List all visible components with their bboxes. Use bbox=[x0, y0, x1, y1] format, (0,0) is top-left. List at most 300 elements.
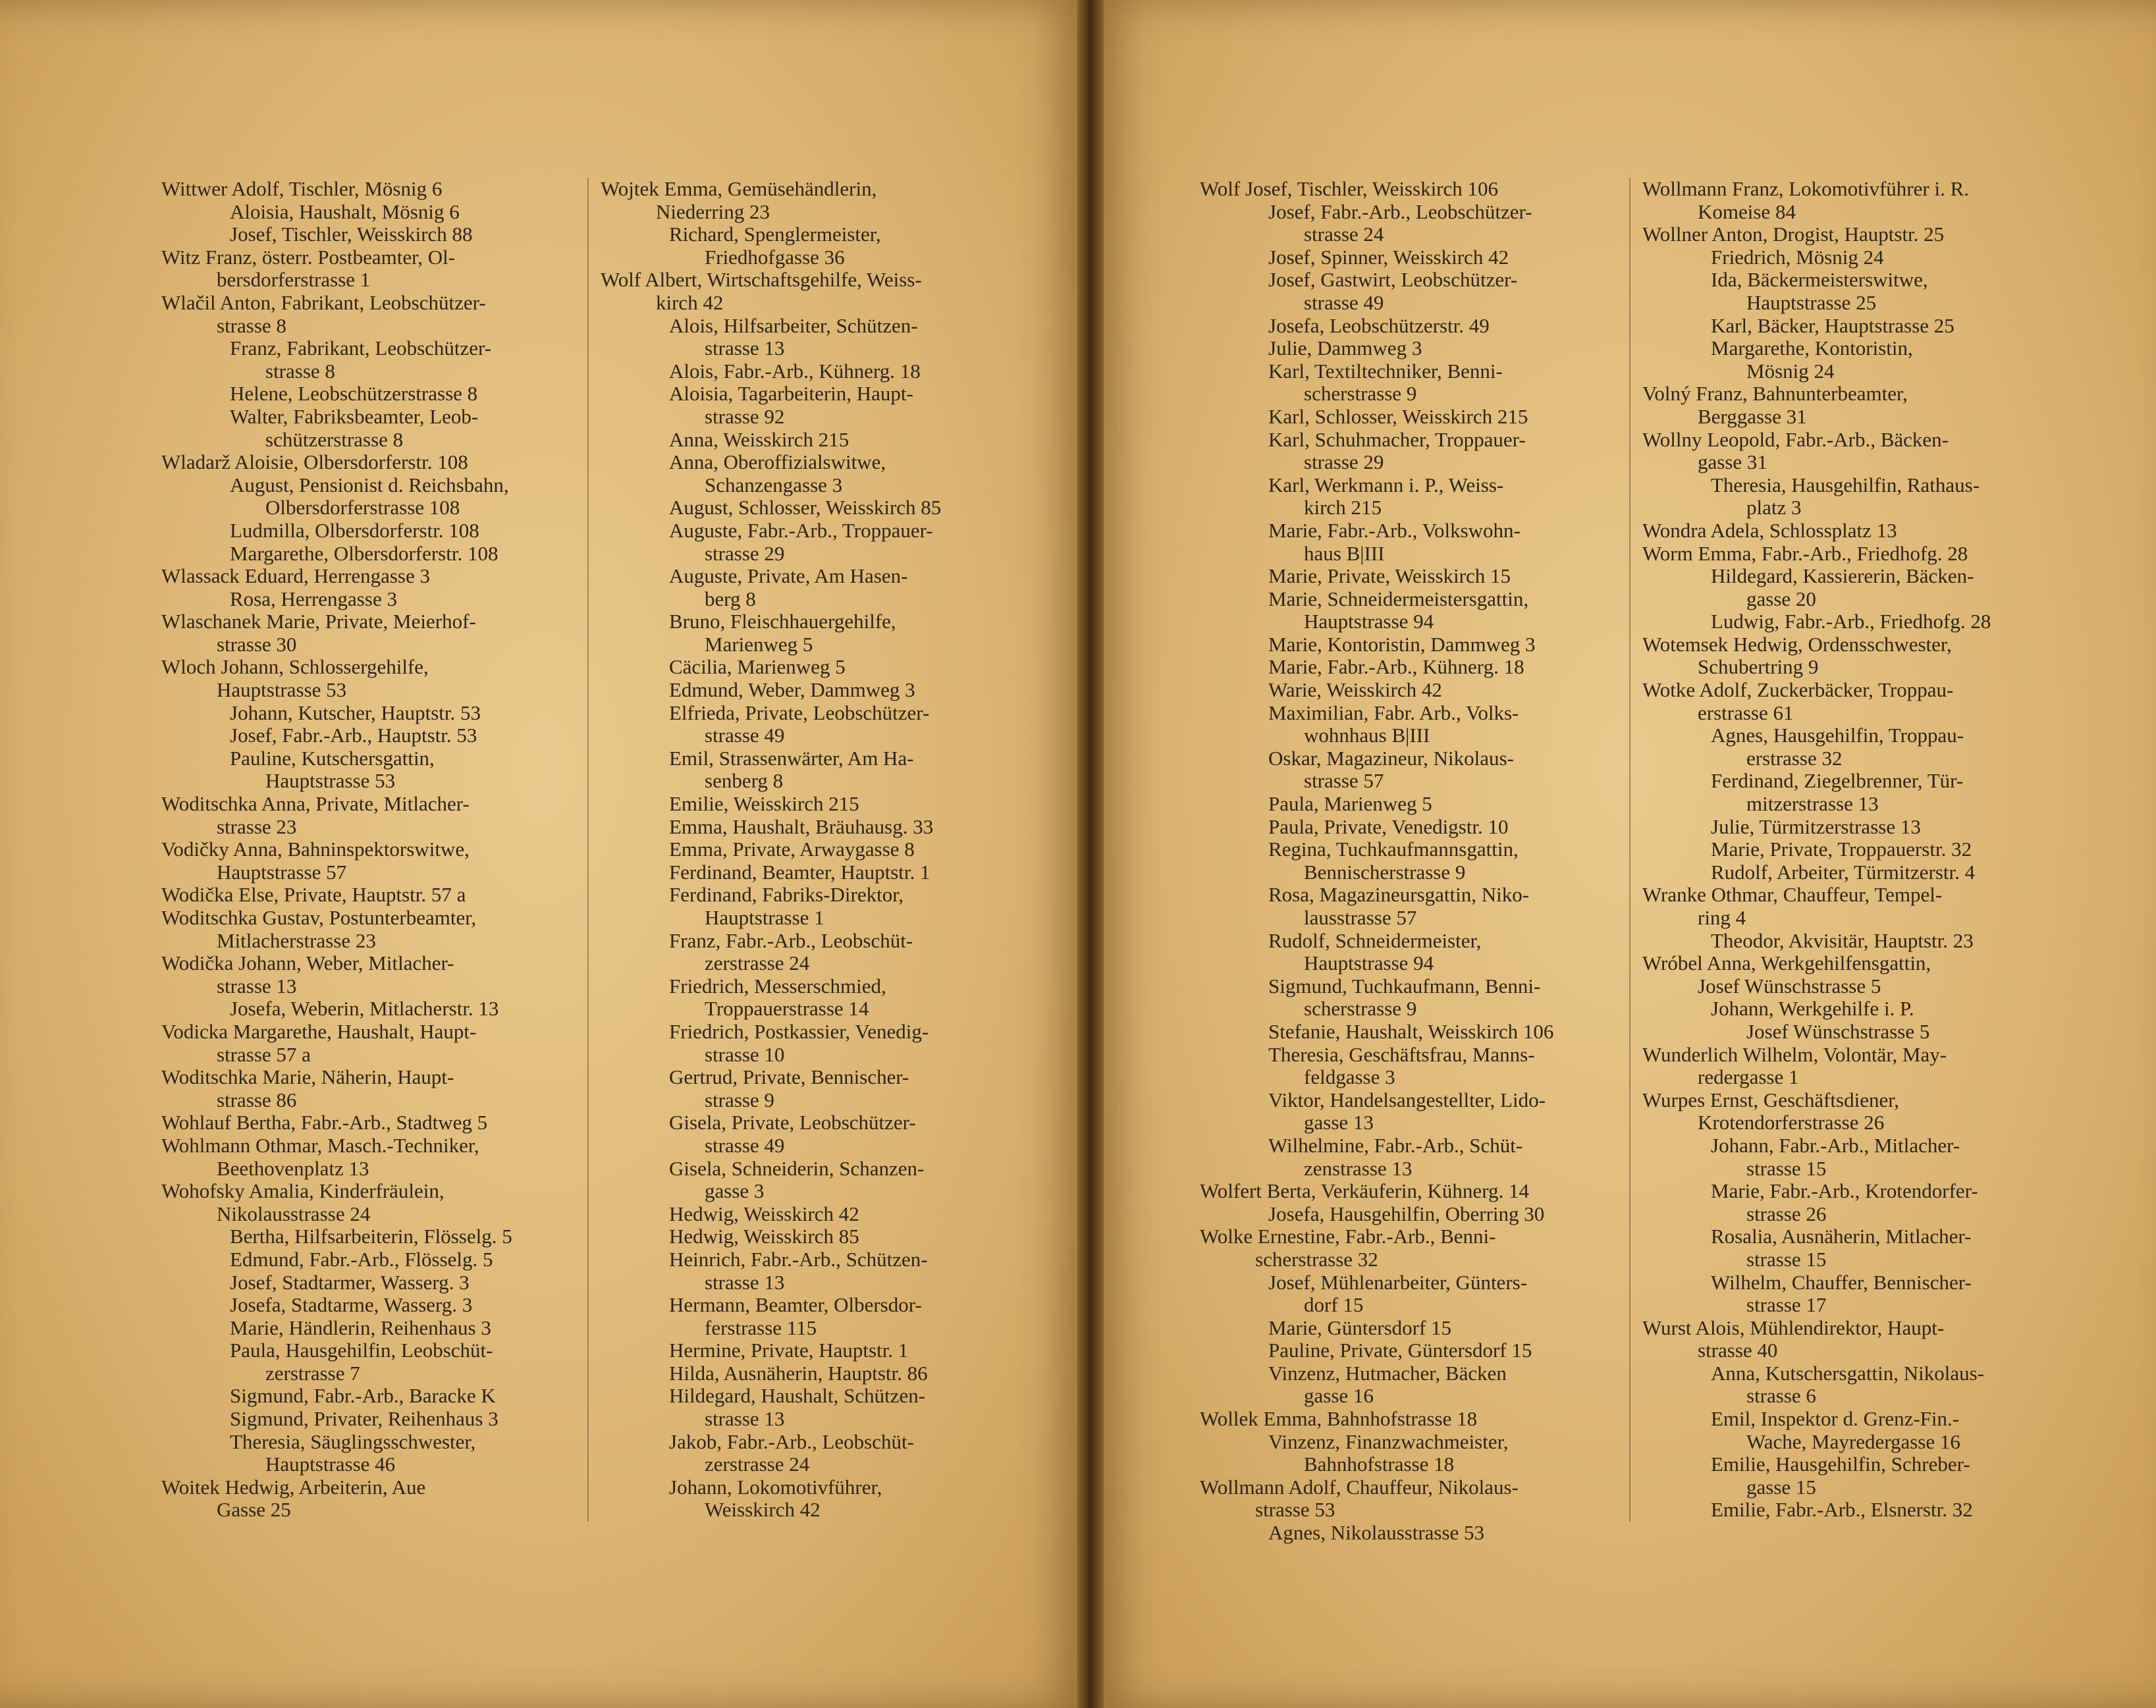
entry-line: Komeise 84 bbox=[1698, 200, 1796, 223]
entry-line: Wotke Adolf, Zuckerbäcker, Troppau- bbox=[1642, 678, 1954, 702]
entry-line: Wojtek Emma, Gemüsehändlerin, bbox=[601, 177, 877, 200]
entry-line: strasse 57 a bbox=[217, 1042, 311, 1066]
entry-line: Hermann, Beamter, Olbersdor- bbox=[669, 1293, 922, 1317]
directory-entry bbox=[161, 178, 622, 201]
entry-line: Schanzengasse 3 bbox=[705, 473, 843, 496]
entry-line: Wróbel Anna, Werkgehilfensgattin, bbox=[1642, 951, 1931, 975]
entry-line: berg 8 bbox=[705, 587, 756, 610]
entry-line: Hermine, Private, Hauptstr. 1 bbox=[669, 1339, 909, 1362]
directory-entry bbox=[1200, 975, 1661, 1021]
entry-line: Marie, Kontoristin, Dammweg 3 bbox=[1268, 632, 1536, 656]
entry-line: Franz, Fabr.-Arb., Leobschüt- bbox=[669, 928, 913, 952]
entry-line: Bertha, Hilfsarbeiterin, Flösselg. 5 bbox=[230, 1225, 512, 1248]
entry-line: Anna, Kutschersgattin, Nikolaus- bbox=[1711, 1361, 1984, 1385]
entry-line: Gisela, Schneiderin, Schanzen- bbox=[669, 1156, 925, 1180]
directory-entry bbox=[1200, 588, 1661, 633]
directory-entry bbox=[161, 588, 622, 611]
directory-entry bbox=[1200, 360, 1661, 406]
entry-line: Josefa, Stadtarme, Wasserg. 3 bbox=[230, 1293, 473, 1317]
directory-entry bbox=[601, 1203, 1062, 1226]
directory-entry bbox=[1200, 565, 1661, 588]
directory-entry bbox=[601, 178, 1062, 223]
directory-entry bbox=[601, 223, 1062, 269]
entry-line: Oskar, Magazineur, Nikolaus- bbox=[1268, 746, 1514, 770]
entry-line: Edmund, Weber, Dammweg 3 bbox=[669, 678, 915, 702]
directory-entry bbox=[601, 1066, 1062, 1111]
directory-entry bbox=[1642, 1271, 2103, 1317]
directory-entry bbox=[601, 1225, 1062, 1248]
entry-line: strasse 8 bbox=[265, 359, 335, 383]
directory-entry bbox=[161, 1271, 622, 1294]
entry-line: strasse 23 bbox=[217, 814, 297, 838]
entry-line: Walter, Fabriksbeamter, Leob- bbox=[230, 404, 479, 428]
entry-line: strasse 13 bbox=[217, 974, 297, 998]
entry-line: Wohofsky Amalia, Kinderfräulein, bbox=[161, 1179, 445, 1203]
directory-entry bbox=[601, 1248, 1062, 1294]
directory-entry bbox=[1200, 337, 1661, 360]
entry-line: Rudolf, Schneidermeister, bbox=[1268, 928, 1482, 952]
directory-entry bbox=[161, 1431, 622, 1476]
entry-line: Wurst Alois, Mühlendirektor, Haupt- bbox=[1642, 1316, 1945, 1339]
entry-line: Josef, Fabr.-Arb., Hauptstr. 53 bbox=[230, 724, 477, 747]
entry-line: Alois, Hilfsarbeiter, Schützen- bbox=[669, 313, 918, 337]
directory-entry bbox=[1200, 1021, 1661, 1044]
entry-line: Marie, Güntersdorf 15 bbox=[1268, 1316, 1452, 1339]
entry-line: Hauptstrasse 53 bbox=[217, 678, 347, 702]
entry-line: Wache, Mayredergasse 16 bbox=[1746, 1429, 1960, 1453]
entry-line: Hauptstrasse 57 bbox=[217, 860, 347, 884]
entry-line: Woditschka Gustav, Postunterbeamter, bbox=[161, 906, 477, 929]
directory-entry bbox=[601, 1476, 1062, 1522]
directory-entry bbox=[161, 292, 622, 337]
entry-line: Johann, Werkgehilfe i. P. bbox=[1711, 997, 1914, 1021]
directory-entry bbox=[1200, 315, 1661, 338]
entry-line: Margarethe, Olbersdorferstr. 108 bbox=[230, 541, 499, 565]
directory-entry bbox=[161, 201, 622, 224]
entry-line: Josefa, Leobschützerstr. 49 bbox=[1268, 313, 1490, 337]
entry-line: Julie, Dammweg 3 bbox=[1268, 336, 1422, 360]
directory-entry bbox=[161, 1225, 622, 1248]
entry-line: Woditschka Marie, Näherin, Haupt- bbox=[161, 1065, 454, 1089]
entry-line: strasse 26 bbox=[1746, 1202, 1827, 1225]
directory-entry bbox=[161, 1180, 622, 1225]
entry-line: scherstrasse 32 bbox=[1255, 1247, 1378, 1271]
directory-entry bbox=[161, 998, 622, 1021]
entry-line: gasse 3 bbox=[705, 1179, 765, 1203]
entry-line: Julie, Türmitzerstrasse 13 bbox=[1711, 814, 1921, 838]
directory-entry bbox=[161, 474, 622, 520]
entry-line: Wladarž Aloisie, Olbersdorferstr. 108 bbox=[161, 450, 468, 474]
directory-entry bbox=[1200, 269, 1661, 314]
entry-line: strasse 40 bbox=[1698, 1339, 1778, 1362]
entry-line: Emil, Strassenwärter, Am Ha- bbox=[669, 746, 914, 770]
directory-entry bbox=[161, 520, 622, 543]
directory-entry bbox=[1642, 930, 2103, 953]
directory-entry bbox=[1200, 406, 1661, 429]
directory-entry bbox=[601, 1362, 1062, 1385]
entry-line: scherstrasse 9 bbox=[1304, 997, 1417, 1021]
directory-entry bbox=[1200, 702, 1661, 747]
entry-line: Wlassack Eduard, Herrengasse 3 bbox=[161, 564, 430, 588]
directory-entry bbox=[1642, 679, 2103, 724]
entry-line: Wodička Else, Private, Hauptstr. 57 a bbox=[161, 883, 466, 907]
directory-entry bbox=[161, 543, 622, 566]
directory-entry bbox=[601, 565, 1062, 610]
entry-line: Aloisia, Haushalt, Mösnig 6 bbox=[230, 200, 460, 223]
entry-line: erstrasse 61 bbox=[1698, 701, 1794, 724]
entry-line: mitzerstrasse 13 bbox=[1746, 792, 1879, 816]
directory-entry bbox=[161, 952, 622, 998]
entry-line: August, Schlosser, Weisskirch 85 bbox=[669, 496, 942, 520]
entry-line: Karl, Textiltechniker, Benni- bbox=[1268, 359, 1503, 383]
entry-line: Worm Emma, Fabr.-Arb., Friedhofg. 28 bbox=[1642, 541, 1968, 565]
entry-line: Maximilian, Fabr. Arb., Volks- bbox=[1268, 701, 1519, 724]
directory-entry bbox=[1642, 838, 2103, 861]
entry-line: gasse 13 bbox=[1304, 1111, 1374, 1134]
directory-entry bbox=[1200, 747, 1661, 793]
entry-line: August, Pensionist d. Reichsbahn, bbox=[230, 473, 509, 496]
directory-entry bbox=[601, 1385, 1062, 1430]
entry-line: Woditschka Anna, Private, Mitlacher- bbox=[161, 792, 470, 816]
directory-column-4 bbox=[1629, 178, 2103, 1522]
directory-entry bbox=[1642, 543, 2103, 566]
entry-line: Edmund, Fabr.-Arb., Flösselg. 5 bbox=[230, 1247, 493, 1271]
entry-line: Viktor, Handelsangestellter, Lido- bbox=[1268, 1088, 1546, 1111]
directory-entry bbox=[601, 1339, 1062, 1362]
entry-line: Friedhofgasse 36 bbox=[705, 245, 845, 269]
entry-line: strasse 30 bbox=[217, 632, 297, 656]
entry-line: Heinrich, Fabr.-Arb., Schützen- bbox=[669, 1247, 928, 1271]
directory-entry bbox=[1200, 1362, 1661, 1408]
directory-entry bbox=[161, 1339, 622, 1385]
directory-entry bbox=[1642, 1180, 2103, 1225]
directory-entry bbox=[161, 610, 622, 656]
entry-line: strasse 86 bbox=[217, 1088, 297, 1111]
directory-entry bbox=[161, 1476, 622, 1522]
directory-entry bbox=[161, 907, 622, 952]
directory-entry bbox=[1200, 520, 1661, 565]
directory-entry bbox=[1642, 1453, 2103, 1499]
directory-entry bbox=[161, 656, 622, 701]
directory-entry bbox=[161, 1066, 622, 1111]
entry-line: Bruno, Fleischhauergehilfe, bbox=[669, 610, 896, 633]
directory-entry bbox=[1642, 816, 2103, 839]
entry-line: Karl, Schuhmacher, Troppauer- bbox=[1268, 427, 1526, 451]
directory-entry bbox=[1642, 474, 2103, 520]
directory-entry bbox=[601, 1294, 1062, 1339]
directory-entry bbox=[601, 816, 1062, 839]
directory-entry bbox=[1200, 1431, 1661, 1476]
entry-line: Auguste, Fabr.-Arb., Troppauer- bbox=[669, 518, 933, 542]
directory-entry bbox=[1200, 429, 1661, 474]
entry-line: strasse 57 bbox=[1304, 769, 1384, 793]
entry-line: Wolf Josef, Tischler, Weisskirch 106 bbox=[1200, 177, 1499, 200]
directory-entry bbox=[1642, 383, 2103, 428]
entry-line: Beethovenplatz 13 bbox=[217, 1156, 369, 1180]
entry-line: Josef, Tischler, Weisskirch 88 bbox=[230, 223, 473, 246]
entry-line: Helene, Leobschützerstrasse 8 bbox=[230, 382, 478, 406]
directory-entry bbox=[1200, 793, 1661, 816]
entry-line: gasse 16 bbox=[1304, 1384, 1374, 1408]
entry-line: Johann, Fabr.-Arb., Mitlacher- bbox=[1711, 1133, 1960, 1157]
directory-entry bbox=[601, 383, 1062, 428]
directory-entry bbox=[1642, 178, 2103, 223]
entry-line: Wittwer Adolf, Tischler, Mösnig 6 bbox=[161, 177, 443, 200]
entry-line: bersdorferstrasse 1 bbox=[217, 268, 371, 292]
entry-line: Wohlmann Othmar, Masch.-Techniker, bbox=[161, 1133, 479, 1157]
entry-line: Friedrich, Mösnig 24 bbox=[1711, 245, 1884, 269]
directory-entry bbox=[1200, 838, 1661, 884]
directory-entry bbox=[161, 1111, 622, 1134]
entry-line: Hauptstrasse 53 bbox=[265, 769, 396, 793]
entry-line: Hildegard, Kassiererin, Bäcken- bbox=[1711, 564, 1974, 588]
entry-line: Wollek Emma, Bahnhofstrasse 18 bbox=[1200, 1407, 1478, 1431]
directory-entry bbox=[601, 1111, 1062, 1157]
directory-entry bbox=[1200, 656, 1661, 679]
entry-line: schützerstrasse 8 bbox=[265, 427, 404, 451]
entry-line: Emil, Inspektor d. Grenz-Fin.- bbox=[1711, 1407, 1960, 1431]
directory-entry bbox=[1200, 178, 1661, 201]
directory-entry bbox=[601, 702, 1062, 747]
entry-line: Marie, Schneidermeistersgattin, bbox=[1268, 587, 1529, 610]
directory-entry bbox=[1200, 1180, 1661, 1203]
directory-entry bbox=[1642, 1408, 2103, 1453]
entry-line: Hauptstrasse 25 bbox=[1746, 290, 1877, 314]
entry-line: gasse 20 bbox=[1746, 587, 1816, 610]
directory-entry bbox=[1200, 1339, 1661, 1362]
directory-entry bbox=[601, 451, 1062, 496]
entry-line: Emilie, Hausgehilfin, Schreber- bbox=[1711, 1453, 1970, 1476]
entry-line: ferstrasse 115 bbox=[705, 1316, 817, 1339]
entry-line: ring 4 bbox=[1698, 906, 1746, 929]
entry-line: Wondra Adela, Schlossplatz 13 bbox=[1642, 518, 1897, 542]
entry-line: Wohlauf Bertha, Fabr.-Arb., Stadtweg 5 bbox=[161, 1111, 488, 1134]
entry-line: Emma, Haushalt, Bräuhausg. 33 bbox=[669, 814, 934, 838]
entry-line: Wolfert Berta, Verkäuferin, Kühnerg. 14 bbox=[1200, 1179, 1529, 1203]
directory-entry bbox=[601, 838, 1062, 861]
entry-line: Paula, Hausgehilfin, Leobschüt- bbox=[230, 1339, 493, 1362]
directory-entry bbox=[1642, 1044, 2103, 1089]
entry-line: Rosa, Magazineursgattin, Niko- bbox=[1268, 883, 1530, 907]
directory-entry bbox=[161, 246, 622, 292]
entry-line: dorf 15 bbox=[1304, 1293, 1364, 1317]
directory-entry bbox=[161, 451, 622, 474]
entry-line: Karl, Bäcker, Hauptstrasse 25 bbox=[1711, 313, 1954, 337]
entry-line: Marie, Händlerin, Reihenhaus 3 bbox=[230, 1316, 491, 1339]
entry-line: Richard, Spenglermeister, bbox=[669, 223, 881, 246]
directory-entry bbox=[1642, 998, 2103, 1043]
directory-entry bbox=[601, 861, 1062, 884]
directory-entry bbox=[601, 656, 1062, 679]
directory-entry bbox=[161, 838, 622, 884]
directory-entry bbox=[601, 610, 1062, 656]
directory-entry bbox=[161, 406, 622, 451]
entry-line: Berggasse 31 bbox=[1698, 404, 1807, 428]
entry-line: Hedwig, Weisskirch 85 bbox=[669, 1225, 859, 1248]
entry-line: Marienweg 5 bbox=[705, 632, 813, 656]
entry-line: Wlaschanek Marie, Private, Meierhof- bbox=[161, 610, 476, 633]
entry-line: Wollner Anton, Drogist, Hauptstr. 25 bbox=[1642, 223, 1945, 246]
entry-line: Jakob, Fabr.-Arb., Leobschüt- bbox=[669, 1429, 914, 1453]
entry-line: Theresia, Geschäftsfrau, Manns- bbox=[1268, 1042, 1535, 1066]
entry-line: Gisela, Private, Leobschützer- bbox=[669, 1111, 916, 1134]
entry-line: Paula, Private, Venedigstr. 10 bbox=[1268, 814, 1509, 838]
directory-entry bbox=[1642, 315, 2103, 338]
directory-entry bbox=[1642, 337, 2103, 383]
entry-line: Gertrud, Private, Bennischer- bbox=[669, 1065, 909, 1089]
directory-entry bbox=[601, 1158, 1062, 1203]
entry-line: Agnes, Hausgehilfin, Troppau- bbox=[1711, 724, 1964, 747]
entry-line: Wranke Othmar, Chauffeur, Tempel- bbox=[1642, 883, 1943, 907]
entry-line: Elfrieda, Private, Leobschützer- bbox=[669, 701, 930, 724]
directory-column-3 bbox=[1200, 178, 1661, 1545]
entry-line: strasse 49 bbox=[705, 724, 785, 747]
entry-line: Anna, Oberoffizialswitwe, bbox=[669, 450, 886, 474]
entry-line: Ludmilla, Olbersdorferstr. 108 bbox=[230, 518, 479, 542]
entry-line: kirch 42 bbox=[656, 290, 724, 314]
entry-line: strasse 29 bbox=[1304, 450, 1384, 474]
entry-line: Emma, Private, Arwaygasse 8 bbox=[669, 838, 915, 861]
directory-entry bbox=[1200, 1134, 1661, 1180]
directory-entry bbox=[1642, 1134, 2103, 1180]
entry-line: Troppauerstrasse 14 bbox=[705, 997, 869, 1021]
entry-line: Margarethe, Kontoristin, bbox=[1711, 336, 1913, 360]
directory-entry bbox=[1200, 816, 1661, 839]
directory-entry bbox=[1642, 1089, 2103, 1134]
entry-line: Sigmund, Tuchkaufmann, Benni- bbox=[1268, 974, 1541, 998]
directory-entry bbox=[161, 223, 622, 246]
directory-entry bbox=[1642, 770, 2103, 815]
directory-column-2 bbox=[587, 178, 1062, 1522]
entry-line: strasse 24 bbox=[1304, 223, 1384, 246]
directory-entry bbox=[601, 975, 1062, 1021]
entry-line: Emilie, Fabr.-Arb., Elsnerstr. 32 bbox=[1711, 1498, 1973, 1522]
entry-line: zerstrasse 24 bbox=[705, 951, 810, 975]
entry-line: Pauline, Private, Güntersdorf 15 bbox=[1268, 1339, 1532, 1362]
entry-line: Volný Franz, Bahnunterbeamter, bbox=[1642, 382, 1908, 406]
directory-entry bbox=[161, 1408, 622, 1431]
entry-line: Olbersdorferstrasse 108 bbox=[265, 496, 460, 520]
entry-line: Josef, Mühlenarbeiter, Günters- bbox=[1268, 1270, 1528, 1294]
entry-line: Sigmund, Privater, Reihenhaus 3 bbox=[230, 1407, 499, 1431]
entry-line: Ludwig, Fabr.-Arb., Friedhofg. 28 bbox=[1711, 610, 1991, 633]
directory-entry bbox=[601, 884, 1062, 929]
entry-line: Hilda, Ausnäherin, Hauptstr. 86 bbox=[669, 1361, 928, 1385]
directory-entry bbox=[1200, 246, 1661, 269]
entry-line: Wilhelm, Chauffer, Bennischer- bbox=[1711, 1270, 1972, 1294]
directory-entry bbox=[1642, 223, 2103, 246]
entry-line: scherstrasse 9 bbox=[1304, 382, 1417, 406]
entry-line: redergasse 1 bbox=[1698, 1065, 1799, 1089]
entry-line: Marie, Fabr.-Arb., Volkswohn- bbox=[1268, 518, 1521, 542]
entry-line: strasse 10 bbox=[705, 1042, 785, 1066]
entry-line: Karl, Werkmann i. P., Weiss- bbox=[1268, 473, 1504, 496]
directory-entry bbox=[1200, 1522, 1661, 1545]
entry-line: Marie, Fabr.-Arb., Kühnerg. 18 bbox=[1268, 655, 1524, 679]
entry-line: Johann, Kutscher, Hauptstr. 53 bbox=[230, 701, 481, 724]
directory-entry bbox=[1200, 679, 1661, 702]
entry-line: Theresia, Säuglingsschwester, bbox=[230, 1429, 476, 1453]
directory-entry bbox=[1642, 269, 2103, 314]
entry-line: zerstrasse 7 bbox=[265, 1361, 360, 1385]
entry-line: Friedrich, Messerschmied, bbox=[669, 974, 886, 998]
entry-line: Josefa, Hausgehilfin, Oberring 30 bbox=[1268, 1202, 1545, 1225]
entry-line: Wloch Johann, Schlossergehilfe, bbox=[161, 655, 429, 679]
entry-line: zerstrasse 24 bbox=[705, 1453, 810, 1476]
entry-line: Krotendorferstrasse 26 bbox=[1698, 1111, 1885, 1134]
entry-line: Marie, Private, Troppauerstr. 32 bbox=[1711, 838, 1972, 861]
entry-line: kirch 215 bbox=[1304, 496, 1382, 520]
directory-entry bbox=[1200, 633, 1661, 656]
entry-line: Ferdinand, Ziegelbrenner, Tür- bbox=[1711, 769, 1964, 793]
entry-line: Ferdinand, Beamter, Hauptstr. 1 bbox=[669, 860, 930, 884]
entry-line: feldgasse 3 bbox=[1304, 1065, 1395, 1089]
entry-line: strasse 49 bbox=[705, 1133, 785, 1157]
entry-line: Vinzenz, Hutmacher, Bäcken bbox=[1268, 1361, 1507, 1385]
directory-entry bbox=[161, 1248, 622, 1271]
entry-line: Wunderlich Wilhelm, Volontär, May- bbox=[1642, 1042, 1947, 1066]
entry-line: Wilhelmine, Fabr.-Arb., Schüt- bbox=[1268, 1133, 1523, 1157]
directory-entry bbox=[1200, 1089, 1661, 1134]
entry-line: Woitek Hedwig, Arbeiterin, Aue bbox=[161, 1475, 426, 1499]
directory-entry bbox=[601, 520, 1062, 565]
book-gutter bbox=[1077, 0, 1104, 1708]
entry-line: Wolf Albert, Wirtschaftsgehilfe, Weiss- bbox=[601, 268, 922, 292]
entry-line: Warie, Weisskirch 42 bbox=[1268, 678, 1442, 702]
entry-line: Hedwig, Weisskirch 42 bbox=[669, 1202, 859, 1225]
entry-line: Wollny Leopold, Fabr.-Arb., Bäcken- bbox=[1642, 427, 1949, 451]
directory-entry bbox=[1200, 1408, 1661, 1431]
entry-line: gasse 15 bbox=[1746, 1475, 1816, 1499]
entry-line: Wurpes Ernst, Geschäftsdiener, bbox=[1642, 1088, 1900, 1111]
entry-line: Sigmund, Fabr.-Arb., Baracke K bbox=[230, 1384, 496, 1408]
directory-entry bbox=[1642, 884, 2103, 929]
directory-entry bbox=[1200, 930, 1661, 975]
entry-line: Vinzenz, Finanzwachmeister, bbox=[1268, 1429, 1509, 1453]
directory-entry bbox=[1200, 474, 1661, 520]
entry-line: Stefanie, Haushalt, Weisskirch 106 bbox=[1268, 1019, 1554, 1043]
entry-line: Regina, Tuchkaufmannsgattin, bbox=[1268, 838, 1519, 861]
entry-line: gasse 31 bbox=[1698, 450, 1767, 474]
directory-entry bbox=[1642, 520, 2103, 543]
entry-line: zenstrasse 13 bbox=[1304, 1156, 1413, 1180]
directory-entry bbox=[1200, 1271, 1661, 1317]
entry-line: Hauptstrasse 46 bbox=[265, 1453, 396, 1476]
directory-entry bbox=[161, 1317, 622, 1340]
entry-line: strasse 9 bbox=[705, 1088, 774, 1111]
directory-entry bbox=[161, 702, 622, 725]
directory-entry bbox=[1200, 1044, 1661, 1089]
directory-entry bbox=[1642, 565, 2103, 610]
entry-line: strasse 53 bbox=[1255, 1498, 1335, 1522]
directory-entry bbox=[601, 1021, 1062, 1066]
directory-entry bbox=[601, 747, 1062, 793]
entry-line: Emilie, Weisskirch 215 bbox=[669, 792, 859, 816]
entry-line: wohnhaus B|III bbox=[1304, 724, 1430, 747]
directory-entry bbox=[601, 496, 1062, 520]
entry-line: Josef Wünschstrasse 5 bbox=[1698, 974, 1881, 998]
entry-line: Alois, Fabr.-Arb., Kühnerg. 18 bbox=[669, 359, 921, 383]
entry-line: Marie, Fabr.-Arb., Krotendorfer- bbox=[1711, 1179, 1978, 1203]
directory-entry bbox=[1642, 952, 2103, 998]
directory-column-1 bbox=[161, 178, 622, 1522]
entry-line: Josef, Spinner, Weisskirch 42 bbox=[1268, 245, 1509, 269]
directory-entry bbox=[601, 679, 1062, 702]
entry-line: Hildegard, Haushalt, Schützen- bbox=[669, 1384, 926, 1408]
entry-line: Bahnhofstrasse 18 bbox=[1304, 1453, 1455, 1476]
entry-line: Josef Wünschstrasse 5 bbox=[1746, 1019, 1930, 1043]
entry-line: Mösnig 24 bbox=[1746, 359, 1835, 383]
